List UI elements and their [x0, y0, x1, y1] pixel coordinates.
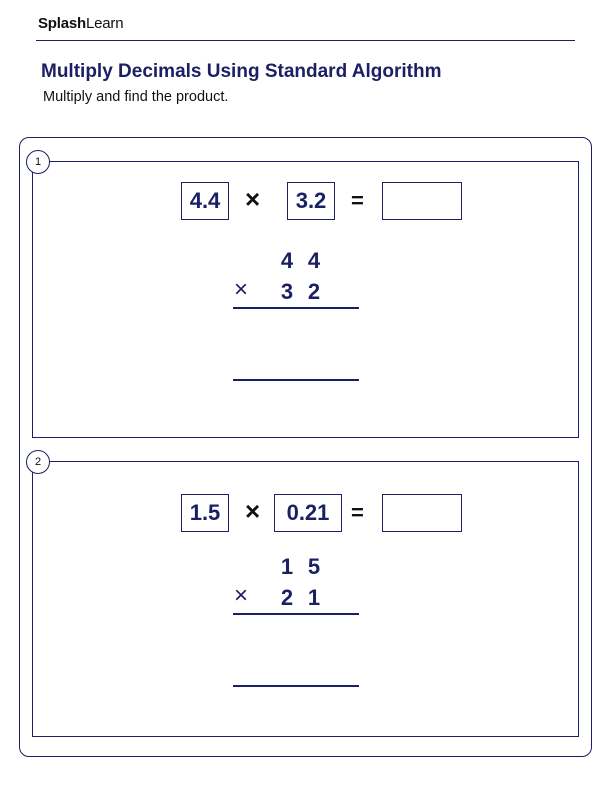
problem-1-top-digit-1: 4 — [280, 248, 294, 273]
problem-1-answer-line — [233, 379, 359, 381]
brand-logo-regular: Learn — [85, 15, 124, 32]
problem-1-bottom-digit-2: 2 — [307, 279, 321, 304]
problem-2-work-line — [233, 613, 359, 615]
brand-logo-bold: Splash — [38, 15, 86, 32]
page-title: Multiply Decimals Using Standard Algorithm — [41, 61, 442, 82]
problem-2-bottom-digit-2: 1 — [307, 585, 321, 610]
problem-2-equals-sign: = — [351, 500, 364, 525]
problem-1-equals-sign: = — [351, 188, 364, 213]
problem-2-answer-box[interactable] — [382, 494, 462, 532]
problem-2-answer-line — [233, 685, 359, 687]
instructions: Multiply and find the product. — [43, 89, 229, 105]
problem-1-factor-b: 3.2 — [287, 182, 335, 220]
problem-1-top-digit-2: 4 — [307, 248, 321, 273]
problem-1-factor-a: 4.4 — [181, 182, 229, 220]
brand-logo — [38, 15, 123, 32]
problem-2-top-digit-2: 5 — [307, 554, 321, 579]
problem-2-top-digit-1: 1 — [280, 554, 294, 579]
problem-1-number: 1 — [26, 150, 50, 174]
header-divider — [36, 40, 575, 41]
problem-1-algorithm-times: × — [234, 276, 249, 303]
problem-1-times-sign: × — [245, 184, 261, 214]
problem-2-factor-b: 0.21 — [274, 494, 342, 532]
problem-1-answer-box[interactable] — [382, 182, 462, 220]
problem-1-work-line — [233, 307, 359, 309]
problem-1-bottom-digit-1: 3 — [280, 279, 294, 304]
problem-2-number: 2 — [26, 450, 50, 474]
problem-2-algorithm-times: × — [234, 582, 249, 609]
problem-2-factor-a: 1.5 — [181, 494, 229, 532]
problem-2-bottom-digit-1: 2 — [280, 585, 294, 610]
problem-2-times-sign: × — [245, 496, 261, 526]
